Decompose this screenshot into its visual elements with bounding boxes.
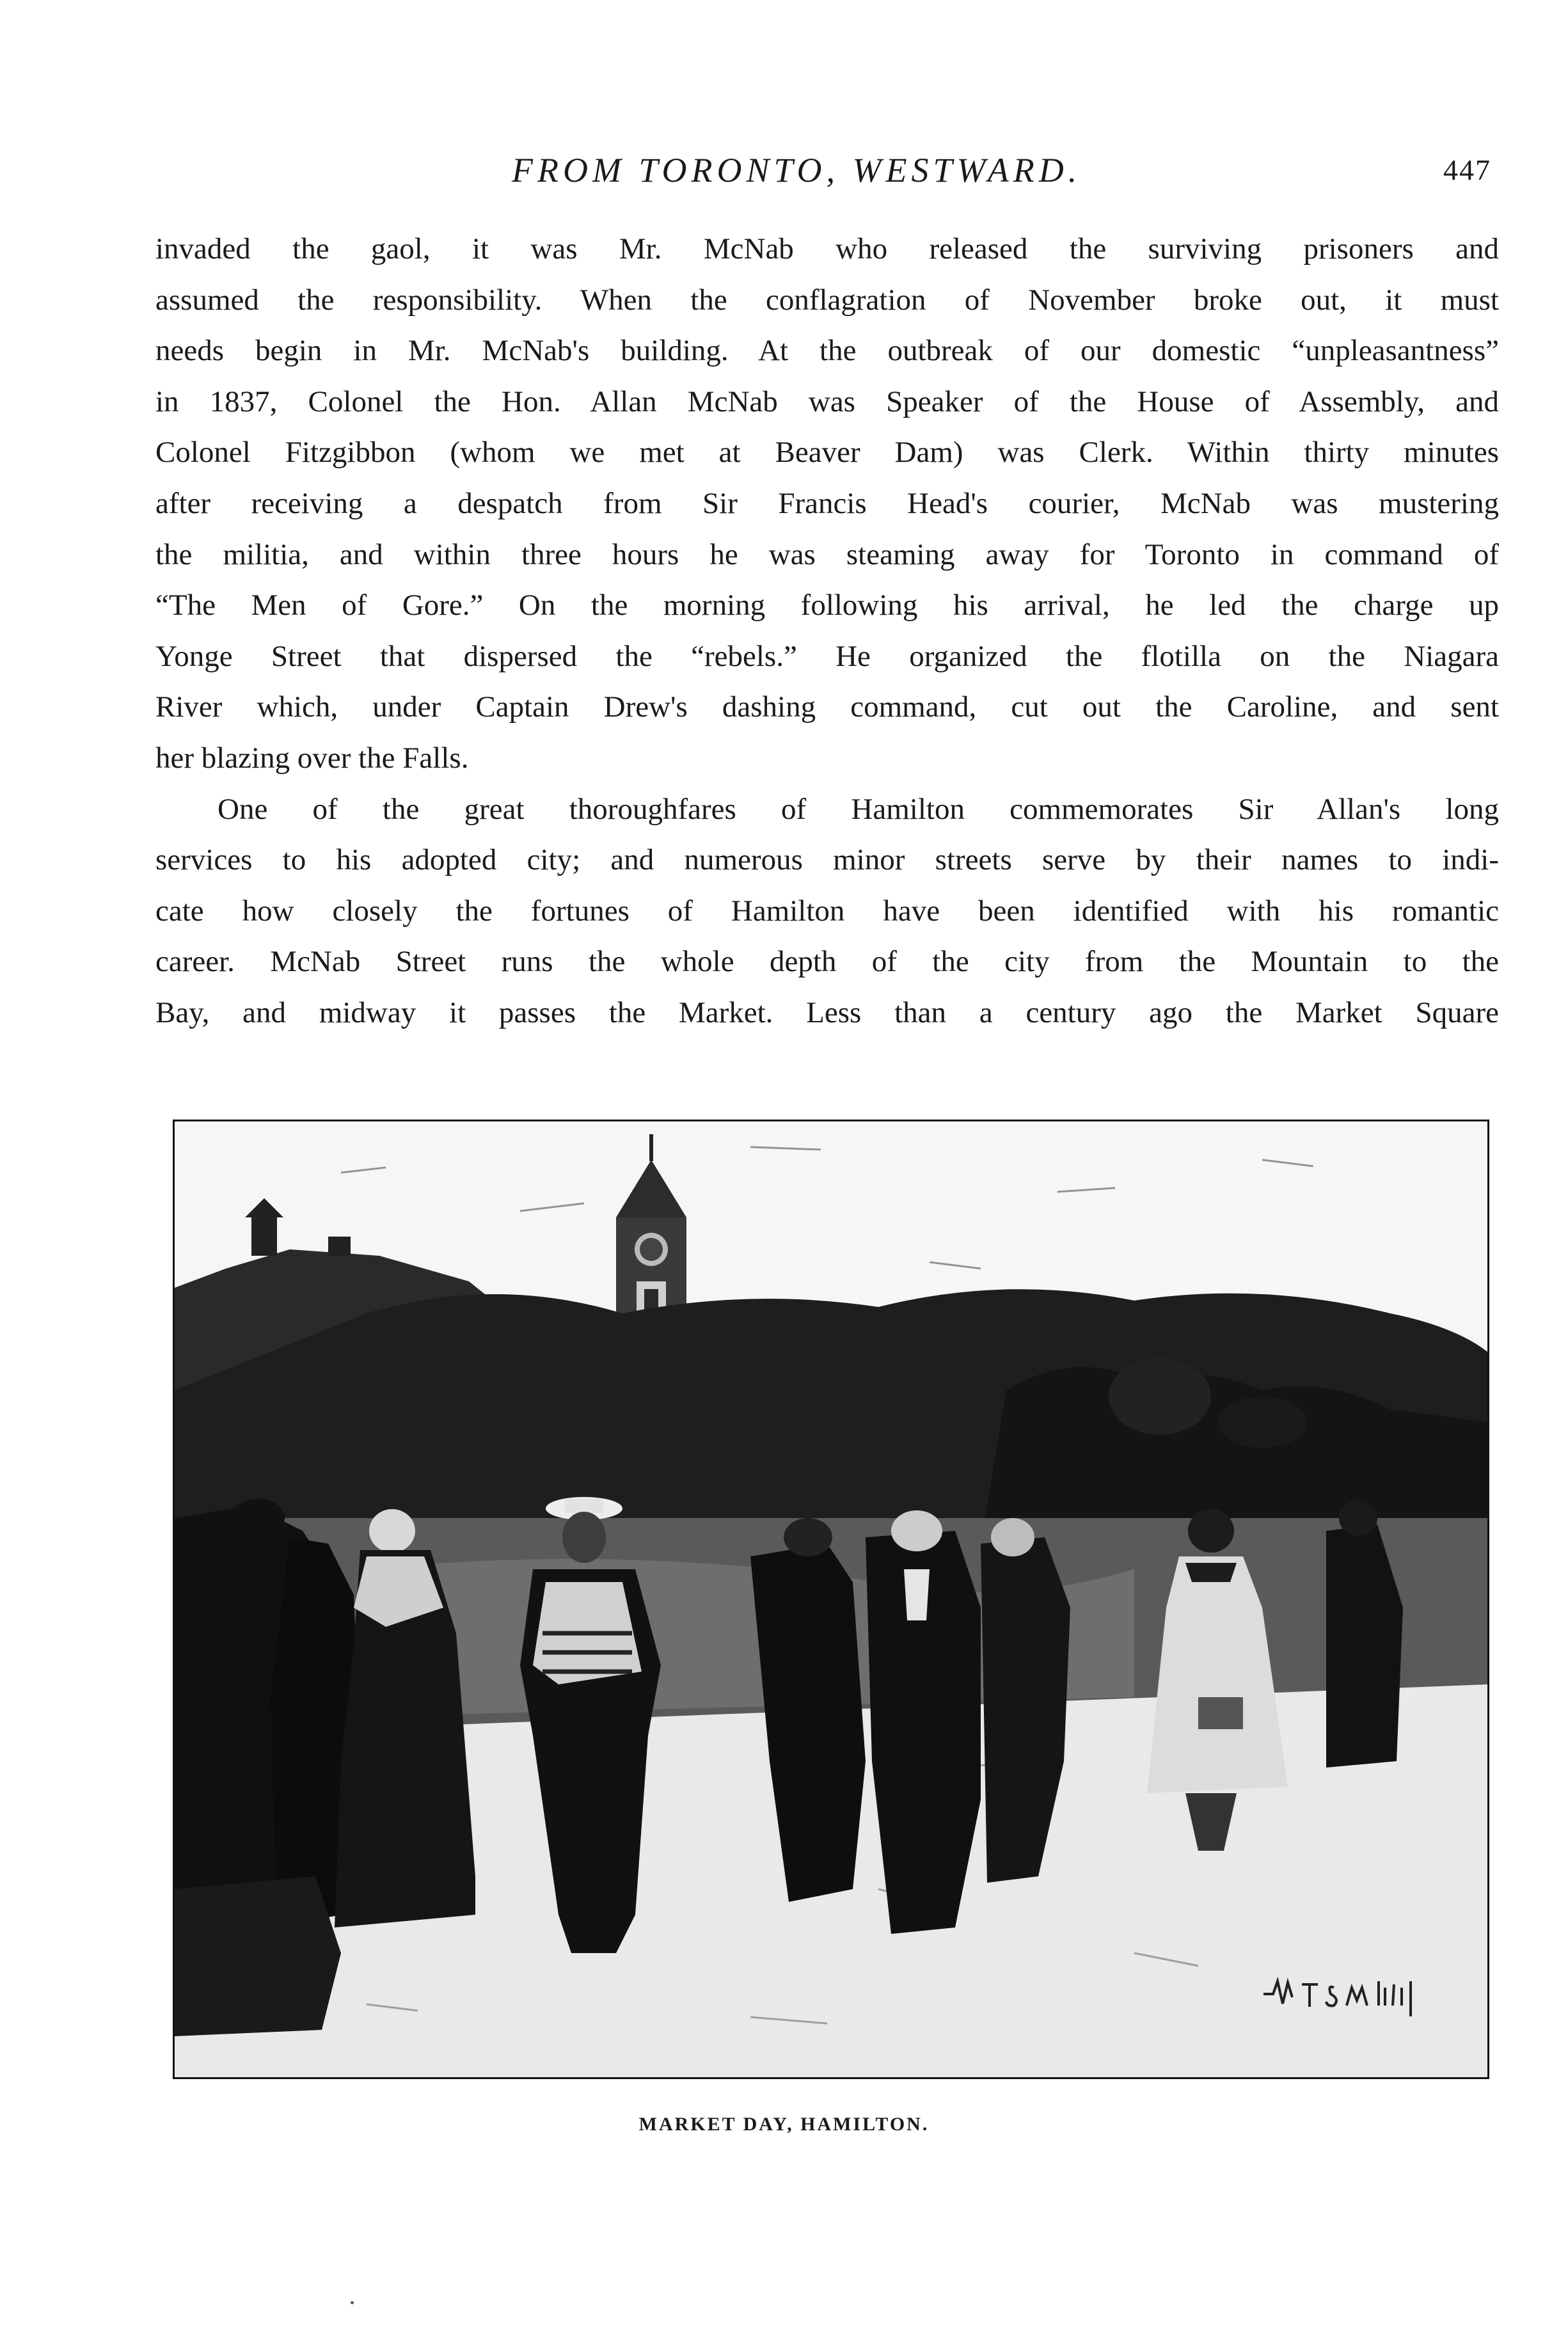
- text-line: after receiving a despatch from Sir Francis Head's courier, McNab was mustering: [155, 486, 1499, 520]
- text-line: Bay, and midway it passes the Market. Less than a century ago the Market Square: [155, 995, 1499, 1029]
- text-line: Colonel Fitzgibbon (whom we met at Beaver Dam) was Clerk. Within thirty minutes: [155, 436, 1499, 470]
- illustration-caption: MARKET DAY, HAMILTON.: [638, 2114, 930, 2135]
- text-line: assumed the responsibility. When the conflagration of November broke out, it must: [155, 283, 1499, 317]
- text-line: Yonge Street that dispersed the “rebels.” He organized the flotilla on the Niagara: [155, 639, 1499, 673]
- text-line: her blazing over the Falls.: [155, 741, 469, 775]
- body-text: [155, 224, 1499, 1039]
- print-speck: [351, 2301, 354, 2304]
- text-line: cate how closely the fortunes of Hamilton have been identified with his romantic: [155, 894, 1499, 928]
- page-number: 447: [1443, 154, 1491, 186]
- artist-signature: [1257, 1968, 1449, 2020]
- text-line: needs begin in Mr. McNab's building. At the outbreak of our domestic “unpleasantness”: [155, 334, 1499, 368]
- text-line: career. McNab Street runs the whole depth of the city from the Mountain to the: [155, 945, 1499, 979]
- running-title: FROM TORONTO, WESTWARD.: [512, 151, 1082, 189]
- text-line: River which, under Captain Drew's dashing command, cut out the Caroline, and sent: [155, 690, 1499, 724]
- text-line: in 1837, Colonel the Hon. Allan McNab was Speaker of the House of Assembly, and: [155, 384, 1499, 418]
- text-line: invaded the gaol, it was Mr. McNab who released the surviving prisoners and: [155, 232, 1499, 265]
- text-line: the militia, and within three hours he was steaming away for Toronto in command of: [155, 537, 1499, 571]
- text-line: One of the great thoroughfares of Hamilton commemorates Sir Allan's long: [218, 792, 1499, 826]
- text-line: services to his adopted city; and numerous minor streets serve by their names to indi-: [155, 843, 1499, 877]
- engraving-image: [175, 1121, 1487, 2077]
- text-line: “The Men of Gore.” On the morning following his arrival, he led the charge up: [155, 589, 1499, 622]
- running-head: [0, 150, 1568, 202]
- market-day-illustration: [173, 1120, 1489, 2079]
